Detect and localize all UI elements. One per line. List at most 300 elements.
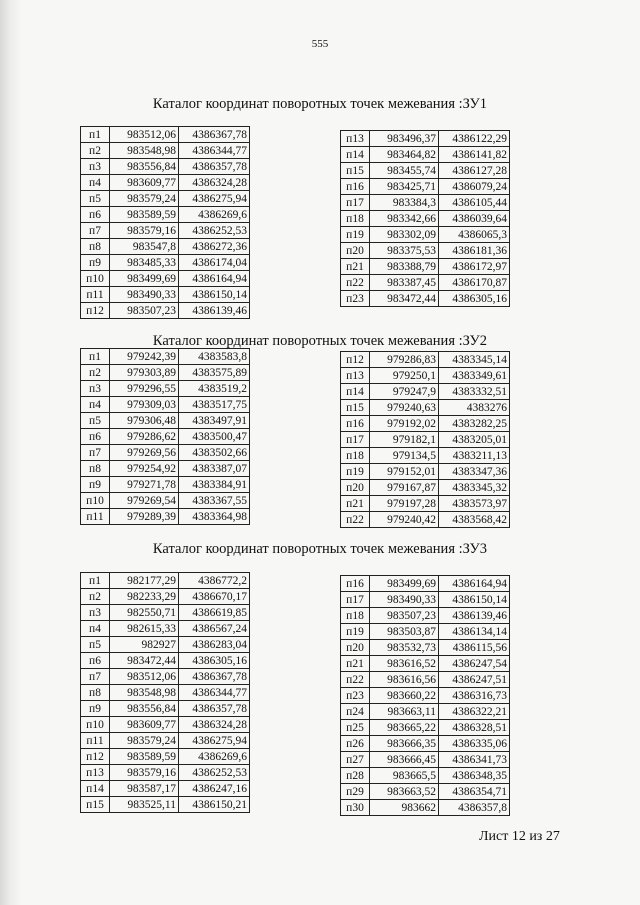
point-label: п8 xyxy=(81,239,110,255)
x-coordinate: 983384,3 xyxy=(370,195,439,211)
y-coordinate: 4383205,01 xyxy=(439,432,510,448)
y-coordinate: 4386324,28 xyxy=(179,175,250,191)
x-coordinate: 983660,22 xyxy=(370,688,439,704)
section-2-heading: Каталог координат поворотных точек межевания :ЗУ2 xyxy=(152,333,488,349)
y-coordinate: 4383211,13 xyxy=(439,448,510,464)
table-row xyxy=(341,448,510,464)
y-coordinate: 4383502,66 xyxy=(179,445,250,461)
table-row xyxy=(81,413,250,429)
table-row xyxy=(81,255,250,271)
x-coordinate: 983302,09 xyxy=(370,227,439,243)
x-coordinate: 983490,33 xyxy=(110,287,179,303)
x-coordinate: 982927 xyxy=(110,637,179,653)
table-row xyxy=(81,701,250,717)
point-label: п23 xyxy=(341,291,370,307)
point-label: п14 xyxy=(81,781,110,797)
point-label: п11 xyxy=(81,733,110,749)
point-label: п6 xyxy=(81,429,110,445)
x-coordinate: 983507,23 xyxy=(370,608,439,624)
point-label: п15 xyxy=(341,400,370,416)
y-coordinate: 4386357,8 xyxy=(439,800,510,816)
y-coordinate: 4383345,32 xyxy=(439,480,510,496)
table-row xyxy=(341,656,510,672)
table-row xyxy=(341,784,510,800)
point-label: п6 xyxy=(81,207,110,223)
x-coordinate: 983503,87 xyxy=(370,624,439,640)
scan-edge-shadow xyxy=(0,0,22,905)
y-coordinate: 4386247,54 xyxy=(439,656,510,672)
point-label: п11 xyxy=(81,287,110,303)
x-coordinate: 983666,45 xyxy=(370,752,439,768)
point-label: п10 xyxy=(81,717,110,733)
table-row xyxy=(341,275,510,291)
point-label: п19 xyxy=(341,464,370,480)
y-coordinate: 4383332,51 xyxy=(439,384,510,400)
table-row xyxy=(81,143,250,159)
point-label: п9 xyxy=(81,477,110,493)
y-coordinate: 4386324,28 xyxy=(179,717,250,733)
section-2-left-table xyxy=(80,348,250,525)
point-label: п2 xyxy=(81,365,110,381)
x-coordinate: 983666,35 xyxy=(370,736,439,752)
table-row xyxy=(81,445,250,461)
table-row xyxy=(341,384,510,400)
x-coordinate: 982233,29 xyxy=(110,589,179,605)
table-row xyxy=(81,605,250,621)
y-coordinate: 4386247,16 xyxy=(179,781,250,797)
table-row xyxy=(341,608,510,624)
table-row xyxy=(81,127,250,143)
point-label: п22 xyxy=(341,275,370,291)
y-coordinate: 4386134,14 xyxy=(439,624,510,640)
table-row xyxy=(341,672,510,688)
x-coordinate: 983425,71 xyxy=(370,179,439,195)
y-coordinate: 4386039,64 xyxy=(439,211,510,227)
point-label: п5 xyxy=(81,637,110,653)
y-coordinate: 4383367,55 xyxy=(179,493,250,509)
x-coordinate: 979134,5 xyxy=(370,448,439,464)
page-number: 555 xyxy=(311,38,329,50)
y-coordinate: 4386316,73 xyxy=(439,688,510,704)
table-row xyxy=(81,573,250,589)
table-row xyxy=(81,733,250,749)
point-label: п29 xyxy=(341,784,370,800)
y-coordinate: 4386269,6 xyxy=(179,207,250,223)
table-row xyxy=(81,461,250,477)
table-row xyxy=(81,493,250,509)
y-coordinate: 4386122,29 xyxy=(439,131,510,147)
point-label: п28 xyxy=(341,768,370,784)
x-coordinate: 983485,33 xyxy=(110,255,179,271)
point-label: п21 xyxy=(341,259,370,275)
section-1-right-table xyxy=(340,130,510,307)
x-coordinate: 982550,71 xyxy=(110,605,179,621)
point-label: п21 xyxy=(341,656,370,672)
x-coordinate: 983579,16 xyxy=(110,223,179,239)
x-coordinate: 983375,53 xyxy=(370,243,439,259)
y-coordinate: 4383517,75 xyxy=(179,397,250,413)
point-label: п16 xyxy=(341,576,370,592)
x-coordinate: 983548,98 xyxy=(110,143,179,159)
point-label: п12 xyxy=(81,303,110,319)
x-coordinate: 983556,84 xyxy=(110,159,179,175)
point-label: п5 xyxy=(81,413,110,429)
point-label: п5 xyxy=(81,191,110,207)
table-row xyxy=(341,147,510,163)
table-row xyxy=(81,589,250,605)
y-coordinate: 4386065,3 xyxy=(439,227,510,243)
table-row xyxy=(81,653,250,669)
y-coordinate: 4386150,21 xyxy=(179,797,250,813)
table-row xyxy=(341,227,510,243)
point-label: п20 xyxy=(341,640,370,656)
x-coordinate: 983490,33 xyxy=(370,592,439,608)
table-row xyxy=(341,800,510,816)
point-label: п16 xyxy=(341,179,370,195)
section-2-right-table xyxy=(340,351,510,528)
y-coordinate: 4386275,94 xyxy=(179,733,250,749)
point-label: п8 xyxy=(81,685,110,701)
table-row xyxy=(341,211,510,227)
y-coordinate: 4386172,97 xyxy=(439,259,510,275)
y-coordinate: 4386141,82 xyxy=(439,147,510,163)
table-row xyxy=(341,624,510,640)
point-label: п12 xyxy=(341,352,370,368)
x-coordinate: 983387,45 xyxy=(370,275,439,291)
y-coordinate: 4383568,42 xyxy=(439,512,510,528)
y-coordinate: 4383500,47 xyxy=(179,429,250,445)
x-coordinate: 983388,79 xyxy=(370,259,439,275)
x-coordinate: 979289,39 xyxy=(110,509,179,525)
section-3-left-table xyxy=(80,572,250,813)
table-row xyxy=(81,239,250,255)
y-coordinate: 4383575,89 xyxy=(179,365,250,381)
point-label: п13 xyxy=(81,765,110,781)
point-label: п7 xyxy=(81,669,110,685)
section-1-left-table xyxy=(80,126,250,319)
x-coordinate: 983464,82 xyxy=(370,147,439,163)
y-coordinate: 4386247,51 xyxy=(439,672,510,688)
x-coordinate: 983609,77 xyxy=(110,175,179,191)
point-label: п10 xyxy=(81,493,110,509)
x-coordinate: 983663,11 xyxy=(370,704,439,720)
point-label: п9 xyxy=(81,701,110,717)
point-label: п15 xyxy=(81,797,110,813)
table-row xyxy=(341,416,510,432)
y-coordinate: 4386619,85 xyxy=(179,605,250,621)
table-row xyxy=(341,480,510,496)
y-coordinate: 4383349,61 xyxy=(439,368,510,384)
y-coordinate: 4383519,2 xyxy=(179,381,250,397)
x-coordinate: 983525,11 xyxy=(110,797,179,813)
table-row xyxy=(341,720,510,736)
table-row xyxy=(341,704,510,720)
x-coordinate: 979167,87 xyxy=(370,480,439,496)
point-label: п13 xyxy=(341,368,370,384)
y-coordinate: 4386164,94 xyxy=(439,576,510,592)
y-coordinate: 4386305,16 xyxy=(179,653,250,669)
y-coordinate: 4386357,78 xyxy=(179,701,250,717)
table-row xyxy=(81,509,250,525)
table-row xyxy=(81,685,250,701)
y-coordinate: 4386670,17 xyxy=(179,589,250,605)
point-label: п1 xyxy=(81,573,110,589)
point-label: п7 xyxy=(81,223,110,239)
table-row xyxy=(341,752,510,768)
point-label: п30 xyxy=(341,800,370,816)
y-coordinate: 4383282,25 xyxy=(439,416,510,432)
table-row xyxy=(341,432,510,448)
x-coordinate: 983665,5 xyxy=(370,768,439,784)
table-row xyxy=(81,477,250,493)
x-coordinate: 979269,56 xyxy=(110,445,179,461)
x-coordinate: 983589,59 xyxy=(110,749,179,765)
y-coordinate: 4386139,46 xyxy=(439,608,510,624)
table-row xyxy=(81,207,250,223)
x-coordinate: 983499,69 xyxy=(370,576,439,592)
table-row xyxy=(81,159,250,175)
point-label: п14 xyxy=(341,384,370,400)
y-coordinate: 4386170,87 xyxy=(439,275,510,291)
y-coordinate: 4383384,91 xyxy=(179,477,250,493)
x-coordinate: 983665,22 xyxy=(370,720,439,736)
x-coordinate: 983662 xyxy=(370,800,439,816)
point-label: п7 xyxy=(81,445,110,461)
y-coordinate: 4386269,6 xyxy=(179,749,250,765)
y-coordinate: 4386150,14 xyxy=(439,592,510,608)
y-coordinate: 4383497,91 xyxy=(179,413,250,429)
table-row xyxy=(81,191,250,207)
x-coordinate: 983579,24 xyxy=(110,733,179,749)
y-coordinate: 4386348,35 xyxy=(439,768,510,784)
point-label: п6 xyxy=(81,653,110,669)
x-coordinate: 979182,1 xyxy=(370,432,439,448)
y-coordinate: 4386344,77 xyxy=(179,685,250,701)
point-label: п19 xyxy=(341,624,370,640)
x-coordinate: 983556,84 xyxy=(110,701,179,717)
y-coordinate: 4386139,46 xyxy=(179,303,250,319)
section-3-right-table xyxy=(340,575,510,816)
x-coordinate: 983342,66 xyxy=(370,211,439,227)
point-label: п20 xyxy=(341,480,370,496)
x-coordinate: 983512,06 xyxy=(110,127,179,143)
point-label: п14 xyxy=(341,147,370,163)
x-coordinate: 979296,55 xyxy=(110,381,179,397)
y-coordinate: 4386105,44 xyxy=(439,195,510,211)
x-coordinate: 983589,59 xyxy=(110,207,179,223)
point-label: п16 xyxy=(341,416,370,432)
point-label: п17 xyxy=(341,195,370,211)
point-label: п18 xyxy=(341,608,370,624)
point-label: п8 xyxy=(81,461,110,477)
point-label: п15 xyxy=(341,163,370,179)
table-row xyxy=(341,243,510,259)
table-row xyxy=(81,781,250,797)
y-coordinate: 4386328,51 xyxy=(439,720,510,736)
point-label: п13 xyxy=(341,131,370,147)
x-coordinate: 979242,39 xyxy=(110,349,179,365)
y-coordinate: 4383276 xyxy=(439,400,510,416)
table-row xyxy=(341,576,510,592)
point-label: п12 xyxy=(81,749,110,765)
table-row xyxy=(341,131,510,147)
point-label: п1 xyxy=(81,127,110,143)
table-row xyxy=(341,368,510,384)
point-label: п4 xyxy=(81,175,110,191)
y-coordinate: 4386150,14 xyxy=(179,287,250,303)
table-row xyxy=(341,640,510,656)
x-coordinate: 982177,29 xyxy=(110,573,179,589)
table-row xyxy=(81,621,250,637)
y-coordinate: 4386275,94 xyxy=(179,191,250,207)
y-coordinate: 4386181,36 xyxy=(439,243,510,259)
table-row xyxy=(81,365,250,381)
point-label: п3 xyxy=(81,381,110,397)
y-coordinate: 4386335,06 xyxy=(439,736,510,752)
table-row xyxy=(81,175,250,191)
table-row xyxy=(341,512,510,528)
point-label: п19 xyxy=(341,227,370,243)
y-coordinate: 4386252,53 xyxy=(179,223,250,239)
x-coordinate: 979306,48 xyxy=(110,413,179,429)
x-coordinate: 983455,74 xyxy=(370,163,439,179)
point-label: п3 xyxy=(81,159,110,175)
x-coordinate: 983512,06 xyxy=(110,669,179,685)
table-row xyxy=(81,749,250,765)
point-label: п18 xyxy=(341,448,370,464)
x-coordinate: 983532,73 xyxy=(370,640,439,656)
y-coordinate: 4383345,14 xyxy=(439,352,510,368)
y-coordinate: 4386127,28 xyxy=(439,163,510,179)
x-coordinate: 983616,56 xyxy=(370,672,439,688)
table-row xyxy=(81,349,250,365)
y-coordinate: 4386567,24 xyxy=(179,621,250,637)
x-coordinate: 979271,78 xyxy=(110,477,179,493)
point-label: п17 xyxy=(341,432,370,448)
x-coordinate: 979240,42 xyxy=(370,512,439,528)
table-row xyxy=(81,271,250,287)
x-coordinate: 983472,44 xyxy=(110,653,179,669)
x-coordinate: 983547,8 xyxy=(110,239,179,255)
point-label: п18 xyxy=(341,211,370,227)
x-coordinate: 983663,52 xyxy=(370,784,439,800)
point-label: п4 xyxy=(81,397,110,413)
point-label: п9 xyxy=(81,255,110,271)
x-coordinate: 983609,77 xyxy=(110,717,179,733)
y-coordinate: 4386115,56 xyxy=(439,640,510,656)
x-coordinate: 979250,1 xyxy=(370,368,439,384)
point-label: п27 xyxy=(341,752,370,768)
y-coordinate: 4386357,78 xyxy=(179,159,250,175)
x-coordinate: 983587,17 xyxy=(110,781,179,797)
x-coordinate: 979247,9 xyxy=(370,384,439,400)
table-row xyxy=(81,381,250,397)
x-coordinate: 983472,44 xyxy=(370,291,439,307)
y-coordinate: 4386272,36 xyxy=(179,239,250,255)
point-label: п20 xyxy=(341,243,370,259)
x-coordinate: 979197,28 xyxy=(370,496,439,512)
table-row xyxy=(341,592,510,608)
y-coordinate: 4383387,07 xyxy=(179,461,250,477)
table-row xyxy=(341,496,510,512)
point-label: п1 xyxy=(81,349,110,365)
x-coordinate: 979254,92 xyxy=(110,461,179,477)
table-row xyxy=(81,717,250,733)
x-coordinate: 979240,63 xyxy=(370,400,439,416)
table-row xyxy=(341,768,510,784)
y-coordinate: 4386079,24 xyxy=(439,179,510,195)
x-coordinate: 979286,62 xyxy=(110,429,179,445)
table-row xyxy=(341,352,510,368)
table-row xyxy=(81,303,250,319)
x-coordinate: 979152,01 xyxy=(370,464,439,480)
y-coordinate: 4386341,73 xyxy=(439,752,510,768)
point-label: п21 xyxy=(341,496,370,512)
point-label: п26 xyxy=(341,736,370,752)
table-row xyxy=(341,736,510,752)
x-coordinate: 983496,37 xyxy=(370,131,439,147)
point-label: п10 xyxy=(81,271,110,287)
y-coordinate: 4386772,2 xyxy=(179,573,250,589)
point-label: п4 xyxy=(81,621,110,637)
y-coordinate: 4386252,53 xyxy=(179,765,250,781)
x-coordinate: 983507,23 xyxy=(110,303,179,319)
table-row xyxy=(81,223,250,239)
point-label: п11 xyxy=(81,509,110,525)
y-coordinate: 4386174,04 xyxy=(179,255,250,271)
x-coordinate: 979303,89 xyxy=(110,365,179,381)
x-coordinate: 979269,54 xyxy=(110,493,179,509)
table-row xyxy=(81,669,250,685)
point-label: п24 xyxy=(341,704,370,720)
table-row xyxy=(81,797,250,813)
table-row xyxy=(81,397,250,413)
point-label: п23 xyxy=(341,688,370,704)
point-label: п22 xyxy=(341,512,370,528)
x-coordinate: 979192,02 xyxy=(370,416,439,432)
table-row xyxy=(81,765,250,781)
y-coordinate: 4383347,36 xyxy=(439,464,510,480)
x-coordinate: 983579,24 xyxy=(110,191,179,207)
x-coordinate: 983579,16 xyxy=(110,765,179,781)
x-coordinate: 983548,98 xyxy=(110,685,179,701)
point-label: п17 xyxy=(341,592,370,608)
section-1-heading: Каталог координат поворотных точек межевания :ЗУ1 xyxy=(152,96,488,112)
y-coordinate: 4383573,97 xyxy=(439,496,510,512)
point-label: п22 xyxy=(341,672,370,688)
point-label: п2 xyxy=(81,143,110,159)
table-row xyxy=(341,259,510,275)
section-3-heading: Каталог координат поворотных точек межевания :ЗУ3 xyxy=(152,541,488,557)
y-coordinate: 4386367,78 xyxy=(179,127,250,143)
x-coordinate: 982615,33 xyxy=(110,621,179,637)
table-row xyxy=(341,195,510,211)
y-coordinate: 4386354,71 xyxy=(439,784,510,800)
table-row xyxy=(81,287,250,303)
y-coordinate: 4386344,77 xyxy=(179,143,250,159)
table-row xyxy=(341,179,510,195)
point-label: п3 xyxy=(81,605,110,621)
y-coordinate: 4386322,21 xyxy=(439,704,510,720)
table-row xyxy=(341,688,510,704)
y-coordinate: 4386367,78 xyxy=(179,669,250,685)
y-coordinate: 4386164,94 xyxy=(179,271,250,287)
sheet-label: Лист 12 из 27 xyxy=(479,829,560,844)
table-row xyxy=(81,637,250,653)
table-row xyxy=(81,429,250,445)
x-coordinate: 983616,52 xyxy=(370,656,439,672)
y-coordinate: 4383583,8 xyxy=(179,349,250,365)
